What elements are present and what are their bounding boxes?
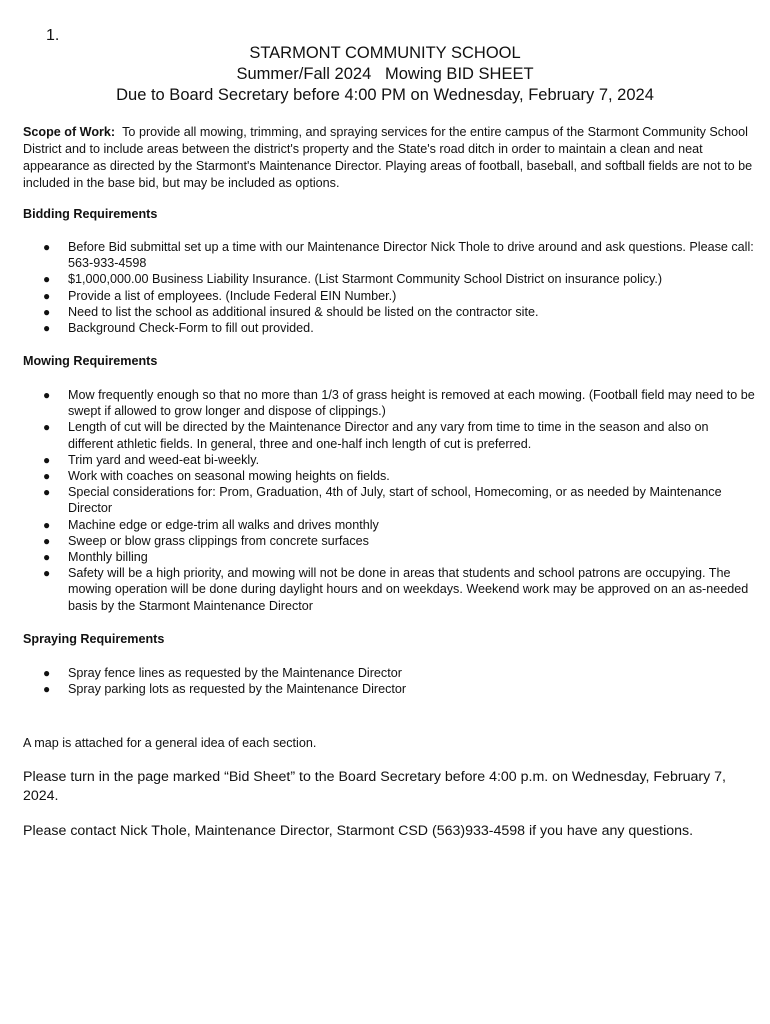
mowing-requirements-list xyxy=(23,387,755,614)
bullet-icon: ● xyxy=(43,485,51,500)
bullet-icon: ● xyxy=(43,321,51,336)
document-header xyxy=(0,43,770,106)
bullet-icon: ● xyxy=(43,469,51,484)
list-item: ● Monthly billing xyxy=(43,550,148,565)
list-item: ● Need to list the school as additional insured & should be listed on the contractor site. xyxy=(43,304,539,319)
bullet-icon: ● xyxy=(43,304,51,319)
list-item: ● Length of cut will be directed by the Maintenance Director and any vary from time to time in the season and also on different athletic fields. In general, three and one-half inch length of cut is preferred. xyxy=(43,420,709,451)
list-item: ● Sweep or blow grass clippings from concrete surfaces xyxy=(43,533,369,548)
list-item: ● Before Bid submittal set up a time with our Maintenance Director Nick Thole to drive around and ask questions. Please call: 563-933-4598 xyxy=(43,240,754,271)
list-item: ● $1,000,000.00 Business Liability Insurance. (List Starmont Community School District on insurance policy.) xyxy=(43,272,663,287)
bullet-icon: ● xyxy=(43,666,51,680)
list-item: ● Safety will be a high priority, and mowing will not be done in areas that students and school patrons are occupying. The mowing operation will be done during daylight hours and on weekdays. Weekend work may be approved on an as-needed basis by the Starmont Maintenance Director xyxy=(43,566,749,613)
bullet-icon: ● xyxy=(43,517,51,532)
school-name: STARMONT COMMUNITY SCHOOL xyxy=(249,44,521,62)
list-item: ● Mow frequently enough so that no more than 1/3 of grass height is removed at each mowing. (Football field may need to be swept if allowed to grow longer and dispose of clippings.) xyxy=(43,388,755,419)
due-date-line: Due to Board Secretary before 4:00 PM on Wednesday, February 7, 2024 xyxy=(116,86,654,104)
list-item: ● Work with coaches on seasonal mowing heights on fields. xyxy=(43,469,390,484)
list-item: ● Background Check-Form to fill out provided. xyxy=(43,321,314,336)
scope-of-work xyxy=(23,124,753,192)
bidding-requirements-list xyxy=(23,239,755,336)
scope-text: To provide all mowing, trimming, and spraying services for the entire campus of the Starmont Community School District and to include areas between the district's property and the State's road ditch in order to maintain a clean and neat appearance as directed by the Starmont's Maintenance Director. Playing areas of football, baseball, and softball fields are not to be included in the base bid, but may be included as options. xyxy=(23,125,753,190)
scope-label: Scope of Work: xyxy=(23,125,116,139)
map-note: A map is attached for a general idea of each section. xyxy=(23,736,317,750)
list-item: ● Machine edge or edge-trim all walks and drives monthly xyxy=(43,517,379,532)
list-item: ● Spray fence lines as requested by the Maintenance Director xyxy=(43,666,402,680)
bullet-icon: ● xyxy=(43,682,51,697)
bullet-icon: ● xyxy=(43,272,51,287)
spraying-requirements-list xyxy=(23,665,755,697)
contact-line: Please contact Nick Thole, Maintenance Director, Starmont CSD (563)933-4598 if you have any questions. xyxy=(23,823,694,839)
bidding-requirements-title: Bidding Requirements xyxy=(23,207,158,221)
list-item: ● Special considerations for: Prom, Graduation, 4th of July, start of school, Homecoming, or as needed by Maintenance Director xyxy=(43,485,722,516)
page-number: 1. xyxy=(46,27,60,44)
mowing-requirements-title: Mowing Requirements xyxy=(23,354,158,368)
spraying-requirements-title: Spraying Requirements xyxy=(23,632,165,646)
list-item: ● Trim yard and weed-eat bi-weekly. xyxy=(43,452,260,467)
turn-in-instructions: Please turn in the page marked “Bid Sheet” to the Board Secretary before 4:00 p.m. on Wednesday, February 7, 2024. xyxy=(23,769,726,804)
bullet-icon: ● xyxy=(43,452,51,467)
bullet-icon: ● xyxy=(43,288,51,303)
bid-sheet-title: Summer/Fall 2024 Mowing BID SHEET xyxy=(236,65,534,83)
bullet-icon: ● xyxy=(43,420,51,435)
list-item: ● Spray parking lots as requested by the Maintenance Director xyxy=(43,682,407,697)
bullet-icon: ● xyxy=(43,550,51,565)
bullet-icon: ● xyxy=(43,566,51,581)
list-item: ● Provide a list of employees. (Include Federal EIN Number.) xyxy=(43,288,397,303)
bullet-icon: ● xyxy=(43,533,51,548)
bullet-icon: ● xyxy=(43,388,51,402)
bullet-icon: ● xyxy=(43,240,51,254)
